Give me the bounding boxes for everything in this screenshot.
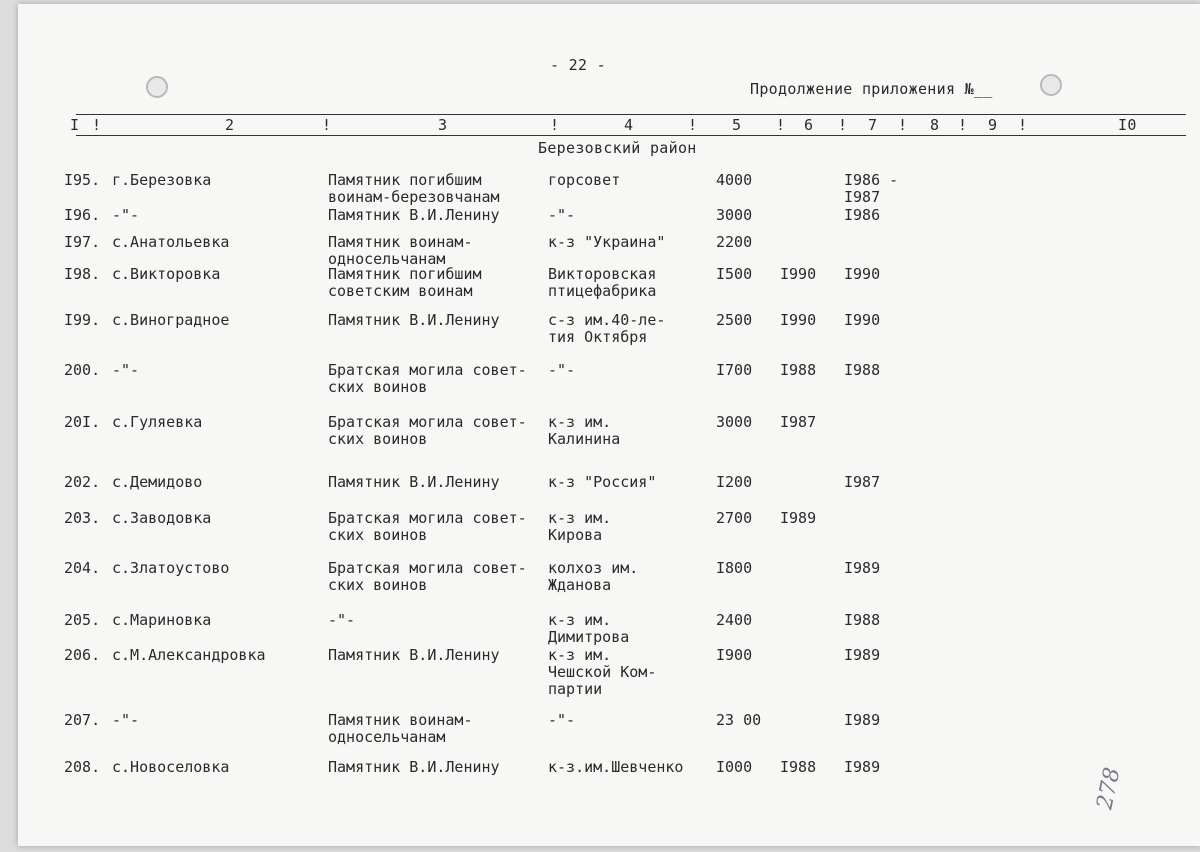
row-number: 202. [64,473,101,491]
column-header-4: 4 [624,116,634,134]
year-col7: I987 [844,473,881,491]
margin-note: 278 [1092,765,1126,812]
settlement: с.Гуляевка [112,413,203,431]
monument-name: Памятник погибшим советским воинам [328,265,482,300]
cost: 2700 [716,509,753,527]
column-header-8: 8 [930,116,940,134]
cost: 4000 [716,171,753,189]
settlement: -"- [112,711,140,729]
monument-name: Памятник погибшим воинам-березовчанам [328,171,500,206]
cost: 3000 [716,206,753,224]
year-col6: I989 [780,509,817,527]
year-col6: I987 [780,413,817,431]
monument-name: Братская могила совет- ских воинов [328,559,527,594]
monument-name: Памятник В.И.Ленину [328,758,500,776]
year-col7: I988 [844,611,881,629]
row-number: I96. [64,206,101,224]
owner: к-з им. Калинина [548,413,621,448]
owner: -"- [548,711,576,729]
monument-name: Памятник В.И.Ленину [328,206,500,224]
punch-hole [1040,74,1062,96]
row-number: 20I. [64,413,101,431]
cost: 2200 [716,233,753,251]
column-header-6: 6 [804,116,814,134]
owner: к-з им. Кирова [548,509,612,544]
owner: к-з "Россия" [548,473,657,491]
year-col7: I986 - I987 [844,171,899,206]
column-header-1: I [70,116,80,134]
column-separator: ! [92,116,102,134]
year-col7: I989 [844,758,881,776]
row-number: 205. [64,611,101,629]
monument-name: Памятник воинам- односельчанам [328,233,473,268]
settlement: -"- [112,361,140,379]
monument-name: Братская могила совет- ских воинов [328,509,527,544]
settlement: с.Новоселовка [112,758,230,776]
header-bottom-rule [76,135,1186,136]
column-separator: ! [898,116,908,134]
owner: к-з им. Чешской Ком- партии [548,646,657,698]
owner: -"- [548,361,576,379]
document-page [18,4,1200,846]
monument-name: Памятник воинам- односельчанам [328,711,473,746]
cost: I500 [716,265,753,283]
year-col6: I988 [780,361,817,379]
column-header-3: 3 [438,116,448,134]
row-number: 203. [64,509,101,527]
column-header-9: 9 [988,116,998,134]
year-col7: I990 [844,265,881,283]
year-col7: I990 [844,311,881,329]
row-number: 207. [64,711,101,729]
column-header-5: 5 [732,116,742,134]
continuation-label: Продолжение приложения №__ [750,80,993,98]
column-separator: ! [958,116,968,134]
year-col6: I988 [780,758,817,776]
row-number: I98. [64,265,101,283]
owner: к-з им. Димитрова [548,611,630,646]
settlement: с.Анатольевка [112,233,230,251]
column-separator: ! [838,116,848,134]
year-col7: I989 [844,711,881,729]
cost: 23 00 [716,711,762,729]
section-title: Березовский район [538,139,697,157]
owner: к-з.им.Шевченко [548,758,684,776]
row-number: 208. [64,758,101,776]
column-header-7: 7 [868,116,878,134]
owner: -"- [548,206,576,224]
column-separator: ! [776,116,786,134]
year-col6: I990 [780,265,817,283]
settlement: с.Викторовка [112,265,221,283]
page-number: - 22 - [550,56,606,74]
row-number: 204. [64,559,101,577]
cost: 2500 [716,311,753,329]
row-number: I97. [64,233,101,251]
monument-name: Братская могила совет- ских воинов [328,361,527,396]
header-top-rule [76,114,1186,115]
column-header-2: 2 [225,116,235,134]
cost: I900 [716,646,753,664]
owner: к-з "Украина" [548,233,666,251]
settlement: с.Мариновка [112,611,212,629]
row-number: I99. [64,311,101,329]
year-col6: I990 [780,311,817,329]
year-col7: I989 [844,559,881,577]
cost: 3000 [716,413,753,431]
monument-name: Братская могила совет- ских воинов [328,413,527,448]
monument-name: Памятник В.И.Ленину [328,646,500,664]
year-col7: I989 [844,646,881,664]
row-number: I95. [64,171,101,189]
owner: горсовет [548,171,621,189]
monument-name: -"- [328,611,356,629]
year-col7: I988 [844,361,881,379]
owner: с-з им.40-ле- тия Октября [548,311,666,346]
punch-hole [146,76,168,98]
monument-name: Памятник В.И.Ленину [328,311,500,329]
settlement: с.Виноградное [112,311,230,329]
cost: I000 [716,758,753,776]
column-separator: ! [1018,116,1028,134]
settlement: с.Златоустово [112,559,230,577]
settlement: г.Березовка [112,171,212,189]
settlement: -"- [112,206,140,224]
settlement: с.Заводовка [112,509,212,527]
cost: I200 [716,473,753,491]
owner: колхоз им. Жданова [548,559,639,594]
column-separator: ! [550,116,560,134]
column-separator: ! [688,116,698,134]
cost: I700 [716,361,753,379]
column-header-10: I0 [1118,116,1137,134]
cost: I800 [716,559,753,577]
settlement: с.М.Александровка [112,646,266,664]
row-number: 206. [64,646,101,664]
cost: 2400 [716,611,753,629]
monument-name: Памятник В.И.Ленину [328,473,500,491]
owner: Викторовская птицефабрика [548,265,657,300]
column-separator: ! [322,116,332,134]
year-col7: I986 [844,206,881,224]
row-number: 200. [64,361,101,379]
settlement: с.Демидово [112,473,203,491]
